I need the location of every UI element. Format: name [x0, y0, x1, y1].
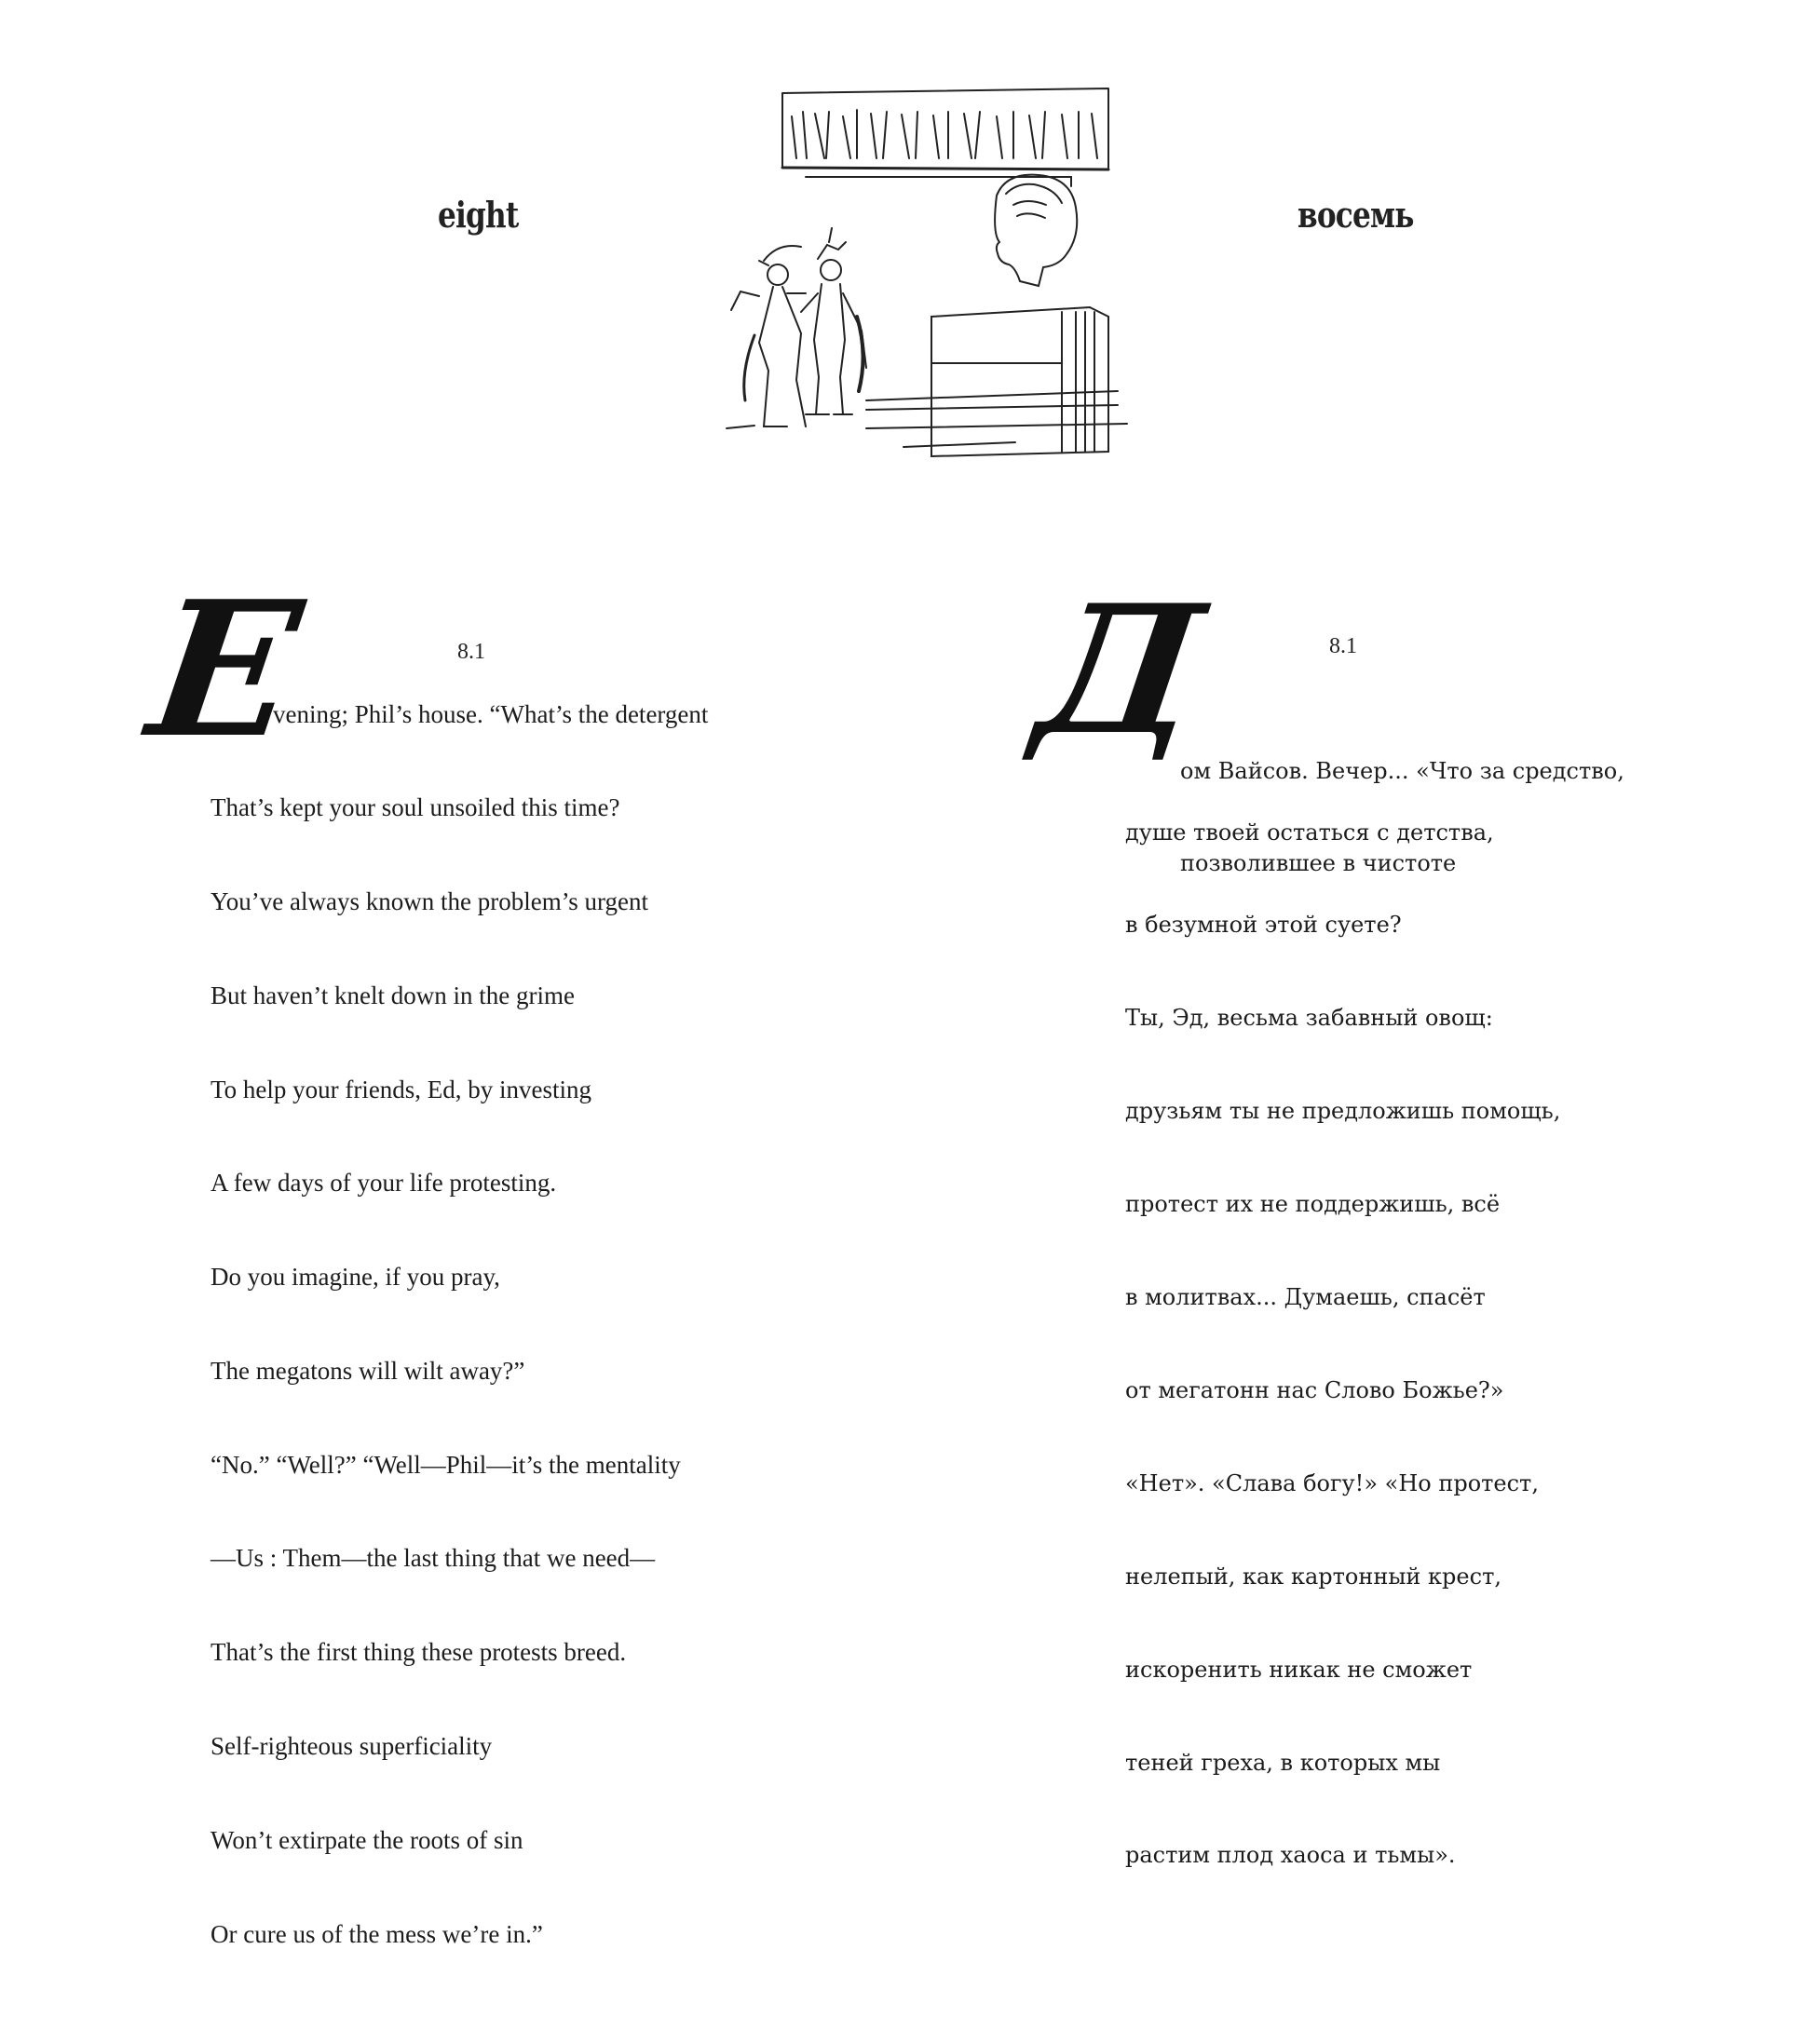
verse-line: в безумной этой суете? [1125, 912, 1402, 939]
verse-line: протест их не поддержишь, всё [1125, 1191, 1501, 1218]
verse-line: A few days of your life protesting. [211, 1169, 557, 1198]
verse-line: To help your friends, Ed, by investing [211, 1075, 592, 1103]
ink-sketch-illustration [717, 84, 1150, 494]
verse-line: Do you imagine, if you pray, [211, 1263, 500, 1292]
english-verse [211, 730, 681, 2044]
verse-line: The megatons will wilt away?” [211, 1356, 525, 1385]
chapter-heading-english: eight [438, 194, 519, 236]
verse-line: искоренить никак не сможет [1125, 1656, 1473, 1683]
verse-line: Won’t extirpate the roots of sin [211, 1825, 523, 1854]
verse-line: Or cure us of the mess we’re in.” [211, 1919, 543, 1948]
verse-line: позволившее в чистоте [1180, 850, 1457, 877]
verse-line: растим плод хаоса и тьмы». [1125, 1842, 1456, 1869]
russian-verse [1125, 755, 1560, 1902]
verse-line: Ты, Эд, весьма забавный овощ: [1125, 1005, 1493, 1032]
chapter-heading-russian: восемь [1298, 194, 1414, 236]
drop-cap-russian: Д [1026, 566, 1214, 774]
verse-line: душе твоей остаться с детства, [1125, 819, 1494, 846]
verse-line: —Us : Them—the last thing that we need— [211, 1544, 656, 1573]
verse-line: в молитвах... Думаешь, спасёт [1125, 1284, 1486, 1311]
verse-line: But haven’t knelt down in the grime [211, 981, 575, 1009]
verse-line: That’s the first thing these protests breed. [211, 1638, 627, 1667]
verse-line: You’ve always known the problem’s urgent [211, 887, 648, 915]
verse-line: ом Вайсов. Вечер... «Что за средство, [1180, 757, 1624, 784]
stanza-number-russian: 8.1 [1329, 634, 1357, 658]
verse-line: «Нет». «Слава богу!» «Но протест, [1125, 1469, 1539, 1496]
stanza-number-english: 8.1 [457, 640, 485, 664]
drop-cap-english: E [138, 561, 312, 779]
verse-line: That’s kept your soul unsoiled this time? [211, 793, 620, 822]
verse-line: от мегатонн нас Слово Божье?» [1125, 1376, 1504, 1403]
verse-line: “No.” “Well?” “Well—Phil—it’s the mentality [211, 1450, 681, 1479]
verse-line: друзьям ты не предложишь помощь, [1125, 1098, 1561, 1125]
verse-line: нелепый, как картонный крест, [1125, 1563, 1501, 1590]
verse-line: Self-righteous superficiality [211, 1732, 493, 1760]
english-verse-first-line: vening; Phil’s house. “What’s the detergent [273, 700, 709, 728]
verse-line: теней греха, в которых мы [1125, 1749, 1441, 1776]
